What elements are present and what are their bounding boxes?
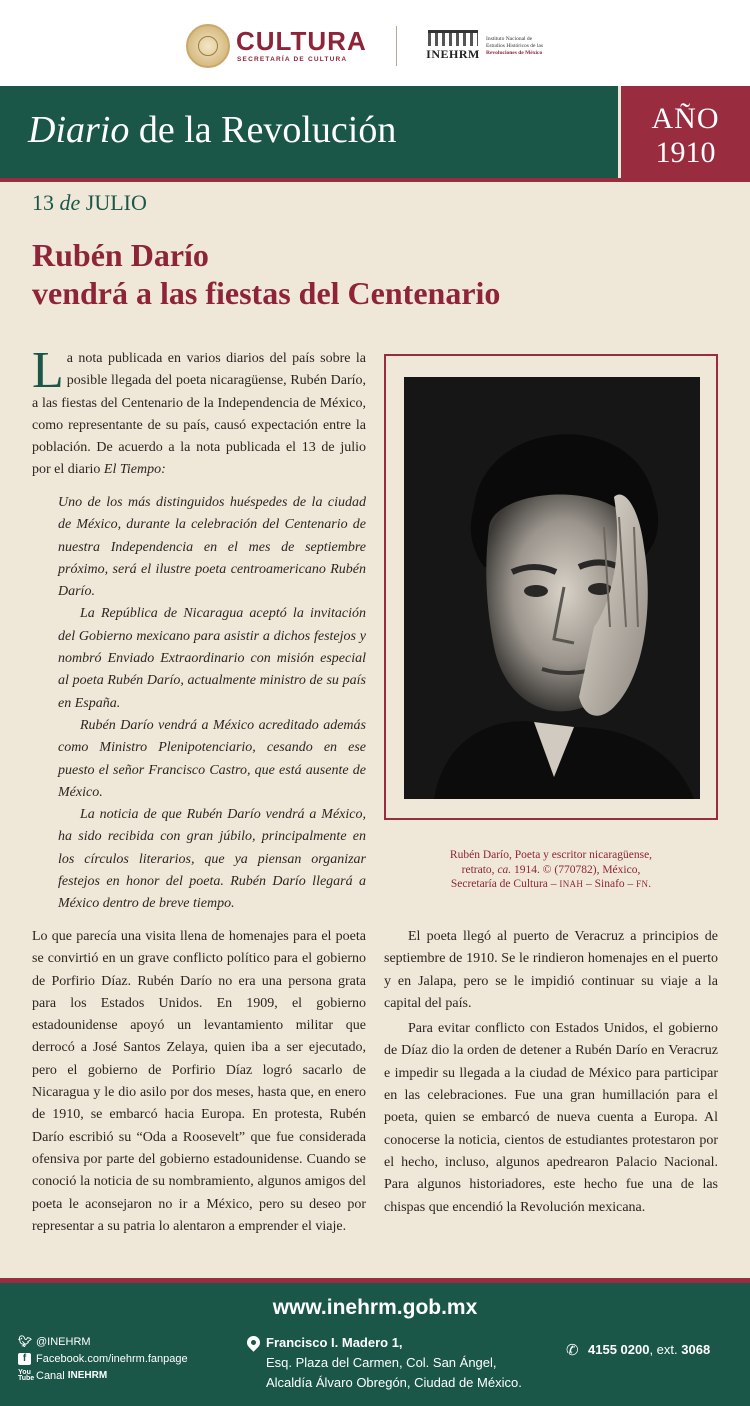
quote-paragraph: La noticia de que Rubén Darío vendrá a México, ha sido recibida con gran júbilo, principalmente en los círculos literarios, que ya piensan organizar festejos en honor del poeta. Rubén Darío llegará a México dentro de breve tiempo. bbox=[58, 807, 366, 912]
quote-paragraph: Uno de los más distinguidos huéspedes de la ciudad de México, durante la celebración del Centenario de nuestra Independencia en el mes de septiembre próximo, será el ilustre poeta centroamericano Rubén Darío. bbox=[58, 495, 366, 600]
youtube-prefix: Canal bbox=[36, 1369, 65, 1382]
facebook-icon: f bbox=[18, 1353, 31, 1365]
phone-main: 4155 0200 bbox=[588, 1342, 650, 1357]
drop-cap: L bbox=[32, 342, 64, 399]
intro-source: El Tiempo: bbox=[103, 462, 166, 478]
year-label: AÑO bbox=[651, 102, 720, 135]
left-column-paragraph: Lo que parecía una visita llena de homenajes para el poeta se convirtió en un grave conflicto político para el gobierno de Porfirio Díaz. Rubén Darío no era una persona grata para los Estados Unidos. En 1909, el gobierno estadounidense apoyó un levantamiento militar que derrocó a José Santos Zelaya, quien iba a ser ejecutado, pero el gobierno de Porfirio Díaz logró sacarlo de Nicaragua y le dio asilo por dos meses, hasta que, en enero de 1910, se embarcó hacia Europa. En protesta, Rubén Darío escribió su “Oda a Roosevelt” que fue considerada ofensiva por parte del gobierno estadounidense. Cuando se conoció la noticia de su nombramiento, algunos amigos del poeta le aconsejaron no ir a México, pero su deseo por representar a su patria lo alentaron a emprender el viaje. bbox=[32, 929, 366, 1234]
cultura-logo-title: CULTURA bbox=[236, 26, 367, 56]
intro-paragraph bbox=[32, 342, 366, 482]
caption-text: Secretaría de Cultura – bbox=[450, 878, 560, 890]
inehrm-desc-line: Revoluciones de México bbox=[486, 50, 543, 56]
website-link[interactable]: www.inehrm.gob.mx bbox=[272, 1296, 478, 1319]
date-month: JULIO bbox=[85, 190, 147, 215]
headline-line: Rubén Darío bbox=[32, 237, 209, 273]
banner-title-rest: de la Revolución bbox=[129, 109, 397, 151]
facebook-url: Facebook.com/inehrm.fanpage bbox=[36, 1352, 188, 1365]
headline-line: vendrá a las fiestas del Centenario bbox=[32, 275, 501, 311]
banner-title bbox=[28, 108, 396, 152]
date-de: de bbox=[54, 190, 86, 215]
address-street: Francisco I. Madero 1, bbox=[266, 1335, 403, 1350]
quote-paragraph: Rubén Darío vendrá a México acreditado además como Ministro Plenipotenciario, cesando en ese puesto el señor Francisco Castro, que está ausente de México. bbox=[58, 717, 366, 800]
caption-line bbox=[384, 863, 718, 878]
right-column-paragraph: El poeta llegó al puerto de Veracruz a principios de septiembre de 1910. Se le rindieron homenajes en el puerto y en Jalapa, pero se le impidió continuar su viaje a la capital del país. bbox=[384, 929, 718, 1011]
date-day: 13 bbox=[32, 190, 54, 215]
year-number: 1910 bbox=[655, 136, 716, 169]
portrait-photo bbox=[404, 377, 700, 799]
article-date bbox=[32, 190, 147, 216]
inehrm-desc-line: Estudios Históricos de las bbox=[486, 43, 543, 49]
phone-number[interactable] bbox=[588, 1342, 710, 1357]
quote-paragraph: La República de Nicaragua aceptó la invitación del Gobierno mexicano para asistir a dichos festejos y nombró Enviado Extraordinario con misión especial al poeta Rubén Darío, actualmente ministro de su país en España. bbox=[58, 606, 366, 711]
phone-ext-label: , ext. bbox=[649, 1342, 682, 1357]
social-links bbox=[18, 1333, 188, 1384]
caption-line bbox=[384, 877, 718, 892]
caption-circa: ca. bbox=[497, 863, 512, 876]
twitter-link[interactable] bbox=[18, 1333, 188, 1350]
right-column-paragraph: Para evitar conflicto con Estados Unidos, el gobierno de Díaz dio la orden de detener a Rubén Darío en Veracruz e impedir su llegada a la ciudad de México para participar en las celebraciones. Fue una gran humillación para el poeta, quien se embarcó de nueva cuenta a Europa. Al conocerse la noticia, cientos de estudiantes protestaron por el hecho, incluso, algunos apedrearon Palacio Nacional. Para algunos historiadores, este hecho fue una de las chispas que encendió la Revolución mexicana. bbox=[384, 1021, 718, 1215]
address-line: Alcaldía Álvaro Obregón, Ciudad de México. bbox=[266, 1375, 522, 1390]
building-icon bbox=[428, 30, 478, 46]
left-column bbox=[32, 926, 366, 1238]
cultura-logo-subtitle: SECRETARÍA DE CULTURA bbox=[237, 56, 348, 63]
top-header bbox=[0, 0, 750, 86]
caption-line: Rubén Darío, Poeta y escritor nicaragüense, bbox=[449, 849, 653, 861]
inehrm-desc-line: Instituto Nacional de bbox=[486, 36, 533, 42]
facebook-link[interactable] bbox=[18, 1350, 188, 1367]
caption-text: – Sinafo – bbox=[583, 878, 637, 890]
mexico-seal-icon bbox=[186, 24, 230, 68]
caption-fn: FN bbox=[636, 879, 649, 889]
youtube-link[interactable] bbox=[18, 1367, 188, 1384]
twitter-handle: @INEHRM bbox=[36, 1335, 91, 1348]
caption-text: retrato, bbox=[461, 863, 498, 876]
youtube-name: INEHRM bbox=[67, 1370, 108, 1381]
inehrm-description bbox=[486, 36, 566, 57]
inehrm-logo-word: INEHRM bbox=[426, 47, 480, 61]
phone-icon: ✆ bbox=[566, 1341, 579, 1359]
banner-title-italic: Diario bbox=[28, 109, 130, 151]
caption-inah: INAH bbox=[559, 879, 584, 889]
intro-text: a nota publicada en varios diarios del país sobre la posible llegada del poeta nicaragüense, Rubén Darío, a las fiestas del Centenario de la Independencia de México, como representante de su país, causó expectación entre la población. De acuerdo a la nota publicada el 13 de julio por el diario bbox=[32, 351, 366, 478]
right-column bbox=[384, 926, 718, 1219]
youtube-icon: You Tube bbox=[18, 1368, 35, 1382]
quote-block bbox=[58, 492, 366, 916]
photo-caption bbox=[384, 848, 718, 892]
address bbox=[266, 1333, 522, 1393]
article-headline bbox=[32, 236, 672, 312]
banner-stripe bbox=[0, 178, 621, 182]
header-divider bbox=[396, 26, 397, 66]
twitter-icon: 🐦︎ bbox=[18, 1335, 32, 1348]
caption-text: . bbox=[648, 878, 652, 890]
caption-text: 1914. © (770782), México, bbox=[511, 863, 641, 876]
inehrm-logo bbox=[424, 30, 482, 62]
address-line: Esq. Plaza del Carmen, Col. San Ángel, bbox=[266, 1355, 497, 1370]
phone-ext-number: 3068 bbox=[681, 1342, 711, 1357]
